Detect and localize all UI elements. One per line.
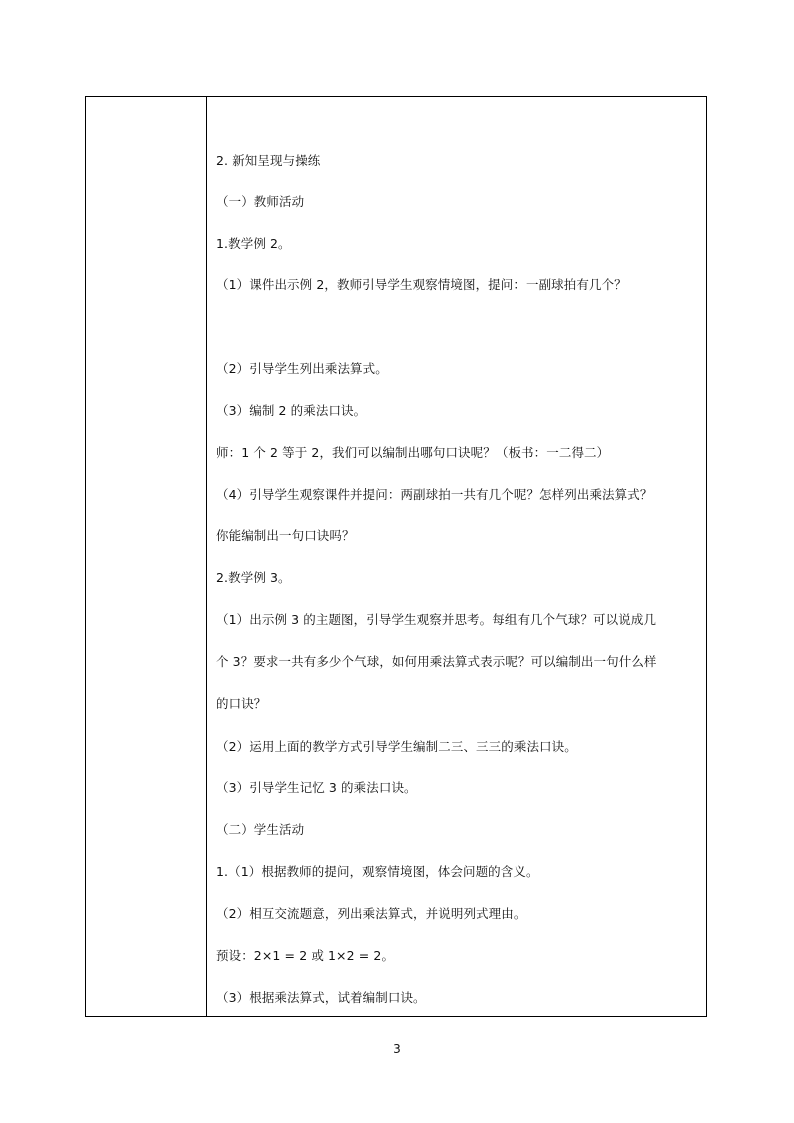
text-line: 的口诀？	[216, 696, 267, 711]
text-line: （4）引导学生观察课件并提问：两副球拍一共有几个呢？怎样列出乘法算式？	[216, 487, 653, 502]
text-line: 1.（1）根据教师的提问，观察情境图，体会问题的含义。	[216, 864, 539, 879]
column-divider	[206, 96, 207, 1017]
text-line: （3）根据乘法算式，试着编制口诀。	[216, 990, 426, 1005]
section-heading: 2. 新知呈现与操练	[216, 153, 321, 168]
text-line: 预设：2×1 = 2 或 1×2 = 2。	[216, 948, 395, 963]
text-line: 师：1 个 2 等于 2，我们可以编制出哪句口诀呢？（板书：一二得二）	[216, 445, 610, 460]
text-line: 个 3？要求一共有多少个气球，如何用乘法算式表示呢？可以编制出一句什么样	[216, 654, 657, 669]
text-line: 1.教学例 2。	[216, 236, 291, 251]
text-line: （3）引导学生记忆 3 的乘法口诀。	[216, 780, 417, 795]
page-number: 3	[393, 1042, 401, 1056]
text-line: （2）相互交流题意，列出乘法算式，并说明列式理由。	[216, 906, 527, 921]
text-line: 2.教学例 3。	[216, 570, 291, 585]
subheading-teacher: （一）教师活动	[216, 194, 305, 209]
text-line: 你能编制出一句口诀吗？	[216, 528, 355, 543]
text-line: （1）出示例 3 的主题图，引导学生观察并思考。每组有几个气球？可以说成几	[216, 612, 657, 627]
text-line: （2）运用上面的教学方式引导学生编制二三、三三的乘法口诀。	[216, 739, 577, 754]
text-line: （2）引导学生列出乘法算式。	[216, 361, 388, 376]
text-line: （3）编制 2 的乘法口诀。	[216, 403, 367, 418]
text-line: （1）课件出示例 2，教师引导学生观察情境图，提问：一副球拍有几个？	[216, 277, 627, 292]
subheading-student: （二）学生活动	[216, 822, 305, 837]
